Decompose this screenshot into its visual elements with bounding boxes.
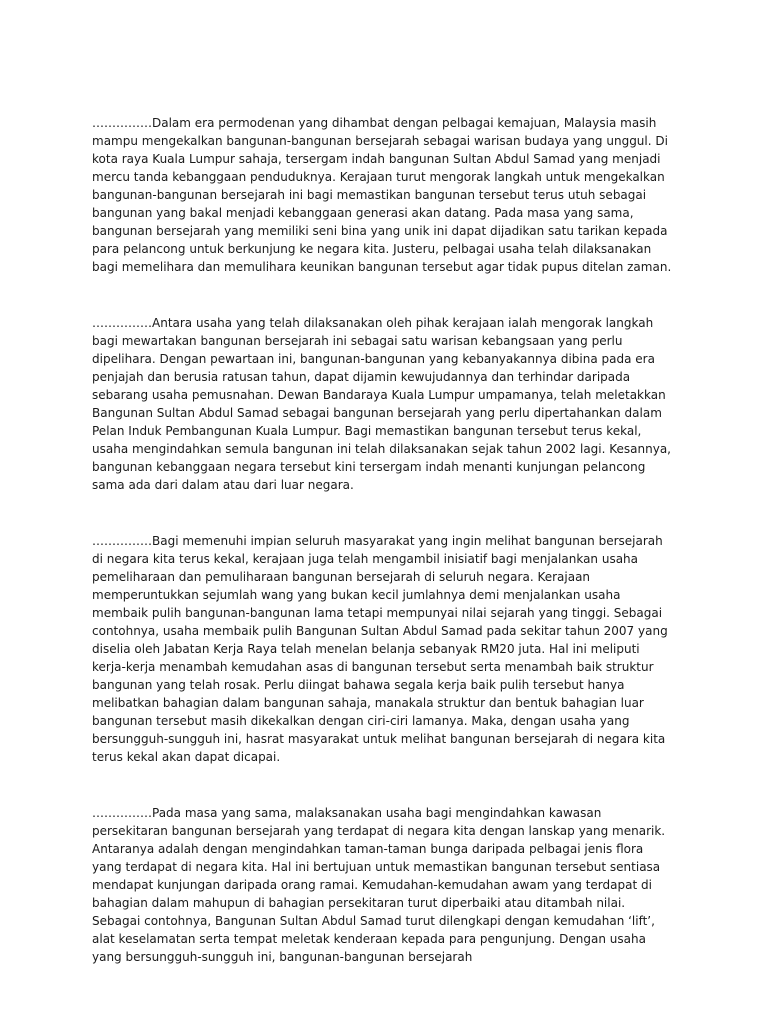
paragraph-4: ……………Pada masa yang sama, malaksanakan usaha bagi mengindahkan kawasan persekitaran bangunan bersejarah yang terdapat di negara kita dengan lanskap yang menarik. Antaranya adalah dengan mengindahkan taman-taman bunga daripada pelbagai jenis flora yang terdapat di negara kita. Hal ini bertujuan untuk memastikan bangunan tersebut sentiasa mendapat kunjungan daripada orang ramai. Kemudahan-kemudahan awam yang terdapat di bahagian dalam mahupun di bahagian persekitaran turut diperbaiki atau ditambah nilai. Sebagai contohnya, Bangunan Sultan Abdul Samad turut dilengkapi dengan kemudahan ‘lift’, alat keselamatan serta tempat meletak kenderaan kepada para pengunjung. Dengan usaha yang bersungguh-sungguh ini, bangunan-bangunan bersejarah bbox=[92, 806, 666, 964]
document-body bbox=[92, 114, 676, 1004]
paragraph-2: ……………Antara usaha yang telah dilaksanakan oleh pihak kerajaan ialah mengorak langkah bagi mewartakan bangunan bersejarah ini sebagai satu warisan kebangsaan yang perlu dipelihara. Dengan pewartaan ini, bangunan-bangunan yang kebanyakannya dibina pada era penjajah dan berusia ratusan tahun, dapat dijamin kewujudannya dan terhindar daripada sebarang usaha pemusnahan. Dewan Bandaraya Kuala Lumpur umpamanya, telah meletakkan Bangunan Sultan Abdul Samad sebagai bangunan bersejarah yang perlu dipertahankan dalam Pelan Induk Pembangunan Kuala Lumpur. Bagi memastikan bangunan tersebut terus kekal, usaha mengindahkan semula bangunan ini telah dilaksanakan sejak tahun 2002 lagi. Kesannya, bangunan kebanggaan negara tersebut kini tersergam indah menanti kunjungan pelancong sama ada dari dalam atau dari luar negara. bbox=[92, 316, 671, 492]
paragraph-1: ……………Dalam era permodenan yang dihambat dengan pelbagai kemajuan, Malaysia masih mampu mengekalkan bangunan-bangunan bersejarah sebagai warisan budaya yang unggul. Di kota raya Kuala Lumpur sahaja, tersergam indah bangunan Sultan Abdul Samad yang menjadi mercu tanda kebanggaan penduduknya. Kerajaan turut mengorak langkah untuk mengekalkan bangunan-bangunan bersejarah ini bagi memastikan bangunan tersebut terus utuh sebagai bangunan yang bakal menjadi kebanggaan generasi akan datang. Pada masa yang sama, bangunan bersejarah yang memiliki seni bina yang unik ini dapat dijadikan satu tarikan kepada para pelancong untuk berkunjung ke negara kita. Justeru, pelbagai usaha telah dilaksanakan bagi memelihara dan memulihara keunikan bangunan tersebut agar tidak pupus ditelan zaman. bbox=[92, 116, 672, 274]
paragraph-3: ……………Bagi memenuhi impian seluruh masyarakat yang ingin melihat bangunan bersejarah di negara kita terus kekal, kerajaan juga telah mengambil inisiatif bagi menjalankan usaha pemeliharaan dan pemuliharaan bangunan bersejarah di seluruh negara. Kerajaan memperuntukkan sejumlah wang yang bukan kecil jumlahnya demi menjalankan usaha membaik pulih bangunan-bangunan lama tetapi mempunyai nilai sejarah yang tinggi. Sebagai contohnya, usaha membaik pulih Bangunan Sultan Abdul Samad pada sekitar tahun 2007 yang diselia oleh Jabatan Kerja Raya telah menelan belanja sebanyak RM20 juta. Hal ini meliputi kerja-kerja menambah kemudahan asas di bangunan tersebut serta menambah baik struktur bangunan yang telah rosak. Perlu diingat bahawa segala kerja baik pulih tersebut hanya melibatkan bahagian dalam bangunan sahaja, manakala struktur dan bentuk bahagian luar bangunan tersebut masih dikekalkan dengan ciri-ciri lamanya. Maka, dengan usaha yang bersungguh-sungguh ini, hasrat masyarakat untuk melihat bangunan bersejarah di negara kita terus kekal akan dapat dicapai. bbox=[92, 534, 668, 764]
